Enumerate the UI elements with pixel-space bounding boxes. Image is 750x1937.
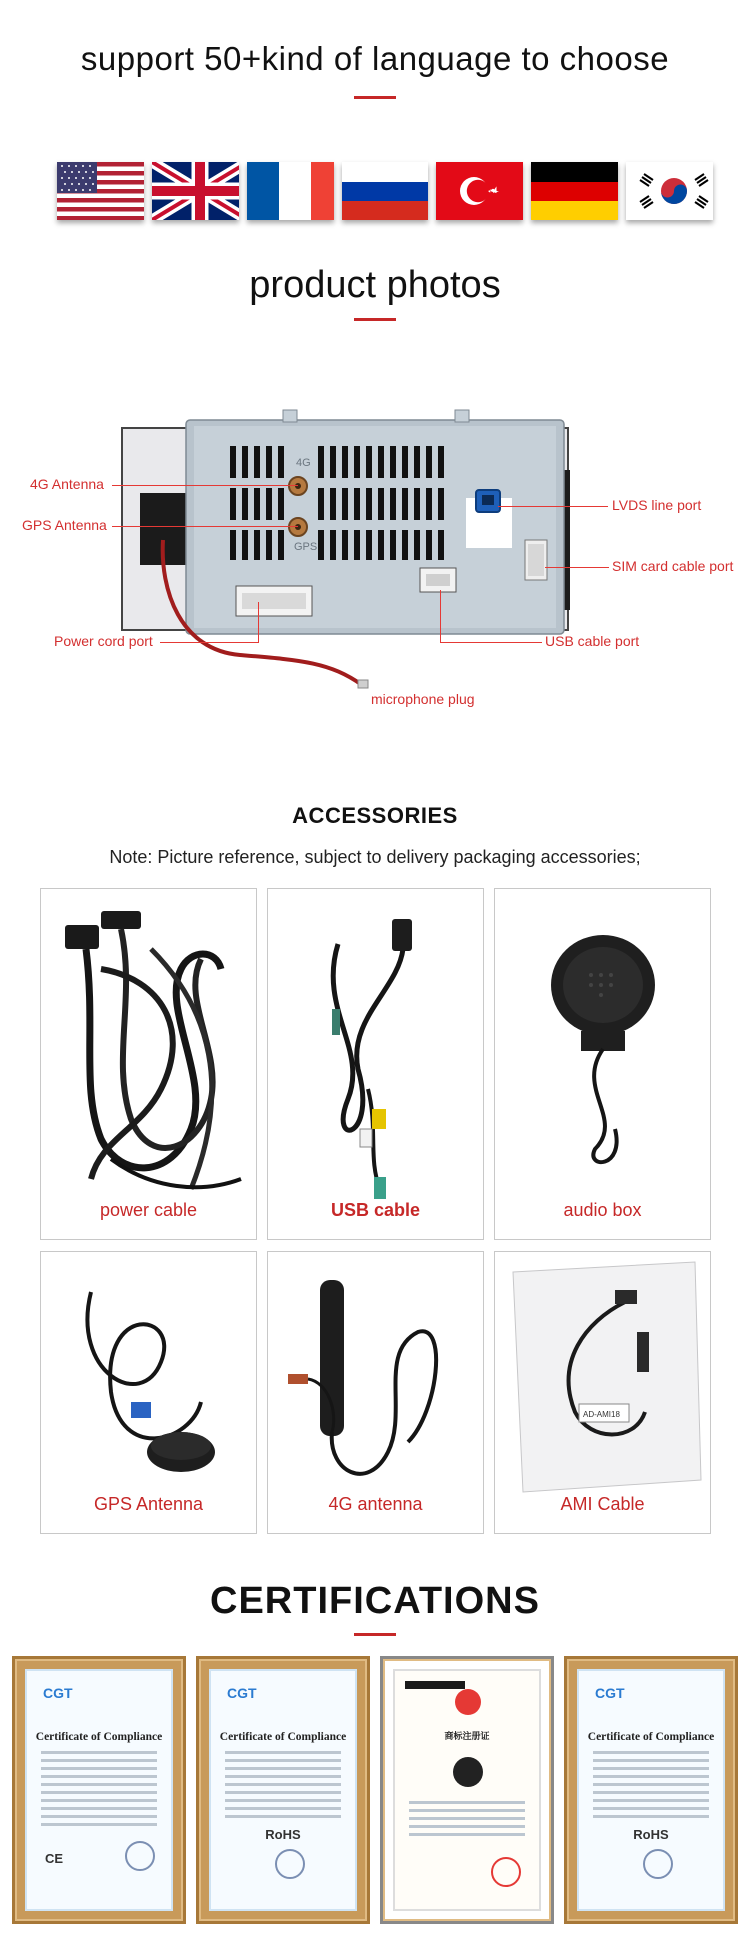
- certificate-frame: [12, 1656, 186, 1924]
- certifications-underline: [354, 1633, 396, 1636]
- language-title-underline: [354, 96, 396, 99]
- france-flag-icon: [247, 162, 334, 220]
- leader-line-sim: [545, 567, 609, 568]
- product-photos-title: product photos: [249, 264, 501, 306]
- certificate-title: Certificate of Compliance: [219, 1731, 347, 1743]
- usa-flag-icon: [57, 162, 144, 220]
- certifications-title: CERTIFICATIONS: [210, 1580, 540, 1622]
- ami-cable-tag: AD-AMI18: [583, 1410, 620, 1419]
- cert-stamp: [275, 1849, 305, 1879]
- leader-line-power-h: [160, 642, 259, 643]
- leader-line-usb-v: [440, 590, 441, 642]
- label-power-cord-port: Power cord port: [54, 633, 153, 649]
- label-usb-cable-port: USB cable port: [545, 633, 640, 649]
- accessory-card-gps-antenna[interactable]: [40, 1251, 257, 1534]
- product-photos-underline: [354, 318, 396, 321]
- cert-stamp: [125, 1841, 155, 1871]
- 4g-antenna-image: [268, 1252, 484, 1534]
- turkey-flag-icon: [436, 162, 523, 220]
- leader-line-lvds: [498, 506, 608, 507]
- usb-cable-image: [268, 889, 484, 1240]
- flag-row: [57, 162, 713, 224]
- leader-line-gps: [112, 526, 298, 527]
- certificate-title: Certificate of Compliance: [35, 1731, 163, 1743]
- ami-cable-image: [495, 1252, 711, 1534]
- accessory-label: AMI Cable: [560, 1494, 645, 1514]
- label-4g-antenna: 4G Antenna: [30, 476, 104, 492]
- certificate-title: Certificate of Compliance: [587, 1731, 715, 1743]
- cgt-logo: CGT: [43, 1685, 73, 1701]
- accessory-card-ami-cable[interactable]: [494, 1251, 711, 1534]
- russia-flag-icon: [342, 162, 429, 220]
- germany-flag-icon: [531, 162, 618, 220]
- accessory-card-audio-box[interactable]: [494, 888, 711, 1240]
- label-sim-card-cable-port: SIM card cable port: [612, 558, 734, 574]
- label-gps-antenna: GPS Antenna: [22, 517, 107, 533]
- cgt-logo: CGT: [595, 1685, 625, 1701]
- language-title: support 50+kind of language to choose: [80, 40, 670, 77]
- leader-line-usb-h: [440, 642, 542, 643]
- connector-print-4g: 4G: [296, 457, 311, 469]
- label-microphone-plug: microphone plug: [371, 691, 475, 707]
- accessory-card-power-cable[interactable]: [40, 888, 257, 1240]
- national-emblem-icon: [455, 1689, 481, 1715]
- trademark-header-bar: [405, 1681, 465, 1689]
- certificate-frame-trademark: [380, 1656, 554, 1924]
- certificate-frame: [564, 1656, 738, 1924]
- ce-mark: CE: [44, 1851, 64, 1866]
- rohs-mark: RoHS: [265, 1827, 301, 1842]
- cert-stamp: [643, 1849, 673, 1879]
- certificate-title: 商标注册证: [444, 1731, 490, 1741]
- leader-line-power-v: [258, 602, 259, 642]
- audio-box-image: [495, 889, 711, 1240]
- head-unit-illustration: [0, 390, 750, 720]
- cgt-logo: CGT: [227, 1685, 257, 1701]
- trademark-logo-icon: [453, 1757, 483, 1787]
- accessory-label: audio box: [563, 1200, 642, 1220]
- connector-print-gps: GPS: [294, 541, 318, 553]
- certificate-frame: [196, 1656, 370, 1924]
- rohs-mark: RoHS: [633, 1827, 669, 1842]
- korea-flag-icon: [626, 162, 713, 220]
- gps-antenna-image: [41, 1252, 257, 1534]
- accessory-label: 4G antenna: [328, 1494, 423, 1514]
- label-lvds-line-port: LVDS line port: [612, 497, 702, 513]
- accessory-card-4g-antenna[interactable]: [267, 1251, 484, 1534]
- accessory-label: power cable: [99, 1200, 198, 1220]
- leader-line-4g: [112, 485, 298, 486]
- accessory-card-usb-cable[interactable]: [267, 888, 484, 1240]
- red-seal-icon: [491, 1857, 521, 1887]
- uk-flag-icon: [152, 162, 239, 220]
- accessories-note: Note: Picture reference, subject to delivery packaging accessories;: [109, 847, 641, 867]
- accessory-label: USB cable: [330, 1200, 421, 1220]
- product-rear-photo: [0, 390, 750, 720]
- accessory-label: GPS Antenna: [93, 1494, 204, 1514]
- power-cable-image: [41, 889, 257, 1240]
- accessories-title: ACCESSORIES: [292, 803, 458, 828]
